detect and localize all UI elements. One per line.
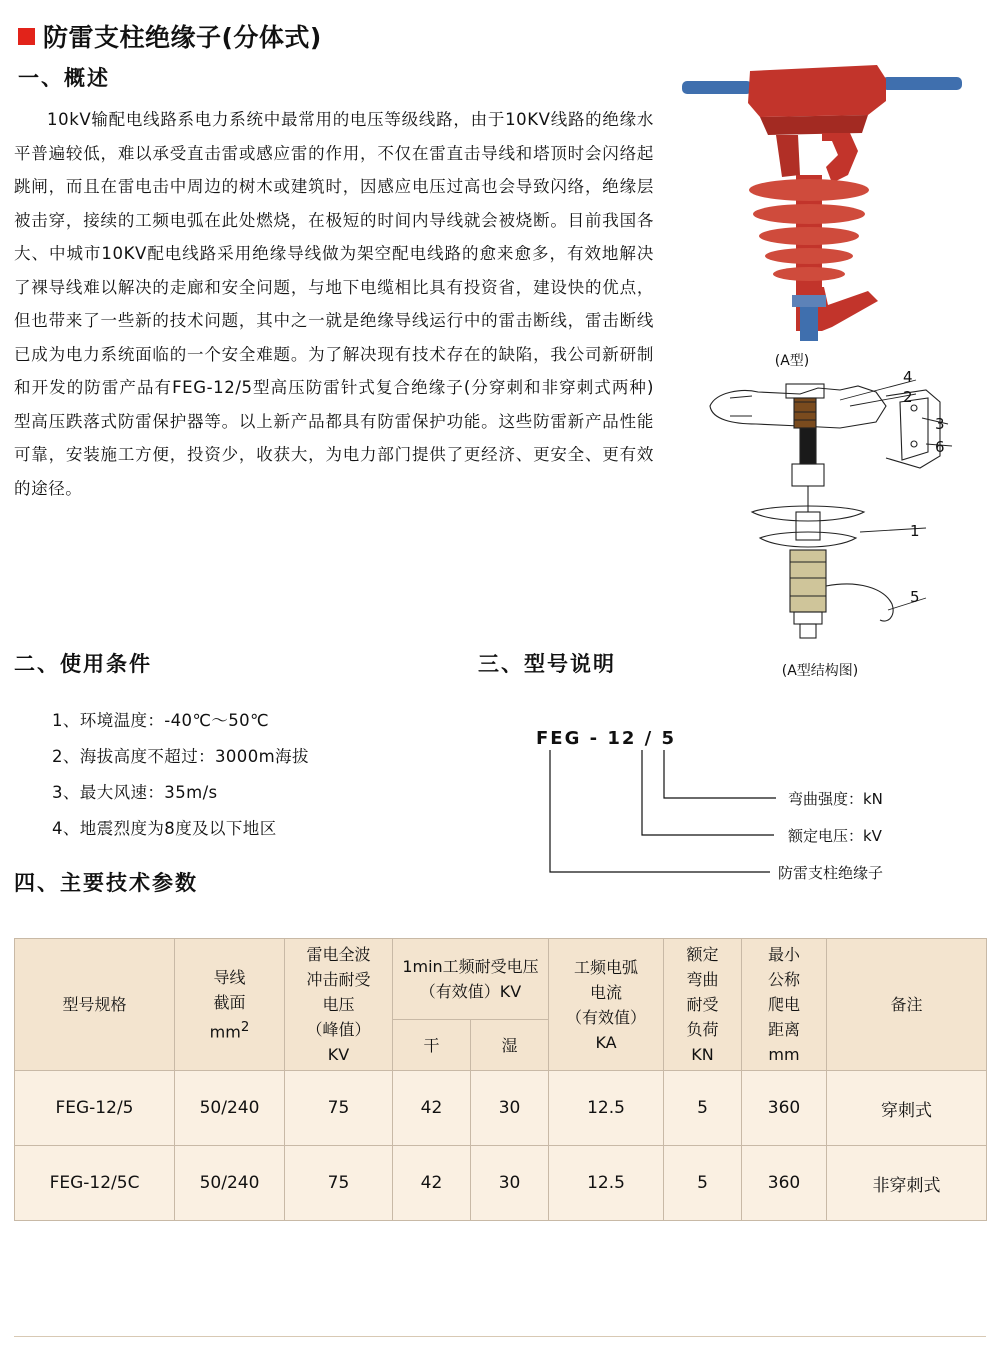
th-withstand: 1min工频耐受电压 （有效值）KV xyxy=(393,939,549,1020)
cell-wet: 30 xyxy=(471,1071,549,1146)
callout-6: 6 xyxy=(935,438,945,456)
cell-model: FEG-12/5C xyxy=(15,1146,175,1221)
cell-wet: 30 xyxy=(471,1146,549,1221)
callout-3: 3 xyxy=(935,415,945,433)
th-wet: 湿 xyxy=(471,1020,549,1071)
product-photo-figure xyxy=(672,55,972,345)
cell-arc: 12.5 xyxy=(549,1146,664,1221)
model-code-text: FEG - 12 / 5 xyxy=(536,728,677,749)
cell-remark: 非穿刺式 xyxy=(827,1146,987,1221)
callout-5: 5 xyxy=(910,588,920,606)
cell-arc: 12.5 xyxy=(549,1071,664,1146)
cell-model: FEG-12/5 xyxy=(15,1071,175,1146)
th-impulse: 雷电全波 冲击耐受 电压 （峰值） KV xyxy=(285,939,393,1071)
th-model: 型号规格 xyxy=(15,939,175,1071)
model-label-product: 防雷支柱绝缘子 xyxy=(778,864,884,882)
cell-dry: 42 xyxy=(393,1146,471,1221)
cell-creep: 360 xyxy=(742,1071,827,1146)
list-item: 3、最大风速：35m/s xyxy=(52,783,218,802)
section-heading-overview: 一、概述 xyxy=(18,66,110,90)
table-row xyxy=(15,1146,987,1221)
list-item: 1、环境温度：-40℃～50℃ xyxy=(52,711,270,730)
callout-1: 1 xyxy=(910,522,920,540)
callout-4: 4 xyxy=(903,368,913,386)
cell-bend: 5 xyxy=(664,1071,742,1146)
list-item: 2、海拔高度不超过：3000m海拔 xyxy=(52,747,309,766)
th-remark: 备注 xyxy=(827,939,987,1071)
cell-section: 50/240 xyxy=(175,1071,285,1146)
title-text: 防雷支柱绝缘子(分体式) xyxy=(43,23,322,52)
page-title xyxy=(18,18,322,54)
section-heading-model: 三、型号说明 xyxy=(478,652,616,676)
overview-body: 10kV输配电线路系电力系统中最常用的电压等级线路，由于10KV线路的绝缘水平普遍较低，难以承受直击雷或感应雷的作用，不仅在雷直击导线和塔顶时会闪络起跳闸，而且在雷电击中周边的树木或建筑时，因感应电压过高也会导致闪络，绝缘层被击穿，接续的工频电弧在此处燃烧，在极短的时间内导线就会被烧断。目前我国各大、中城市10KV配电线路采用绝缘导线做为架空配电线路的愈来愈多，有效地解决了裸导线难以解决的走廊和安全问题，与地下电缆相比具有投资省，建设快的优点，但也带来了一些新的技术问题，其中之一就是绝缘导线运行中的雷击断线，雷击断线已成为电力系统面临的一个安全难题。为了解决现有技术存在的缺陷，我公司新研制和开发的防雷产品有FEG-12/5型高压防雷针式复合绝缘子(分穿刺和非穿刺式两种)型高压跌落式防雷保护器等。以上新产品都具有防雷保护功能。这些防雷新产品性能可靠，安装施工方便，投资少，收获大，为电力部门提供了更经济、更安全、更有效的途径。 xyxy=(14,110,654,498)
table-row xyxy=(15,1071,987,1146)
section-heading-conditions: 二、使用条件 xyxy=(14,652,152,676)
th-bend: 额定 弯曲 耐受 负荷 KN xyxy=(664,939,742,1071)
cell-bend: 5 xyxy=(664,1146,742,1221)
figure-caption-b: (A型结构图) xyxy=(781,663,859,679)
th-dry: 干 xyxy=(393,1020,471,1071)
cell-remark: 穿刺式 xyxy=(827,1071,987,1146)
th-creep: 最小 公称 爬电 距离 mm xyxy=(742,939,827,1071)
cell-impulse: 75 xyxy=(285,1071,393,1146)
section-heading-params: 四、主要技术参数 xyxy=(14,871,198,895)
spec-table xyxy=(14,938,987,1221)
bottom-divider xyxy=(14,1336,986,1337)
title-square-icon xyxy=(18,28,35,45)
model-label-voltage: 额定电压：kV xyxy=(788,827,882,845)
th-section: 导线 截面 $mm^2$ xyxy=(175,939,285,1071)
cell-impulse: 75 xyxy=(285,1146,393,1221)
figure-caption-a: (A型) xyxy=(774,353,810,369)
conditions-list xyxy=(52,703,472,847)
cell-creep: 360 xyxy=(742,1146,827,1221)
callout-2: 2 xyxy=(903,388,913,406)
th-arc: 工频电弧 电流 （有效值） KA xyxy=(549,939,664,1071)
cell-section: 50/240 xyxy=(175,1146,285,1221)
structure-drawing-figure xyxy=(690,372,980,652)
table-header-row xyxy=(15,939,987,1020)
model-explanation-diagram xyxy=(478,700,978,900)
spec-table-wrapper xyxy=(14,938,986,1221)
list-item: 4、地震烈度为8度及以下地区 xyxy=(52,819,277,838)
cell-dry: 42 xyxy=(393,1071,471,1146)
model-label-bending: 弯曲强度：kN xyxy=(788,790,883,808)
